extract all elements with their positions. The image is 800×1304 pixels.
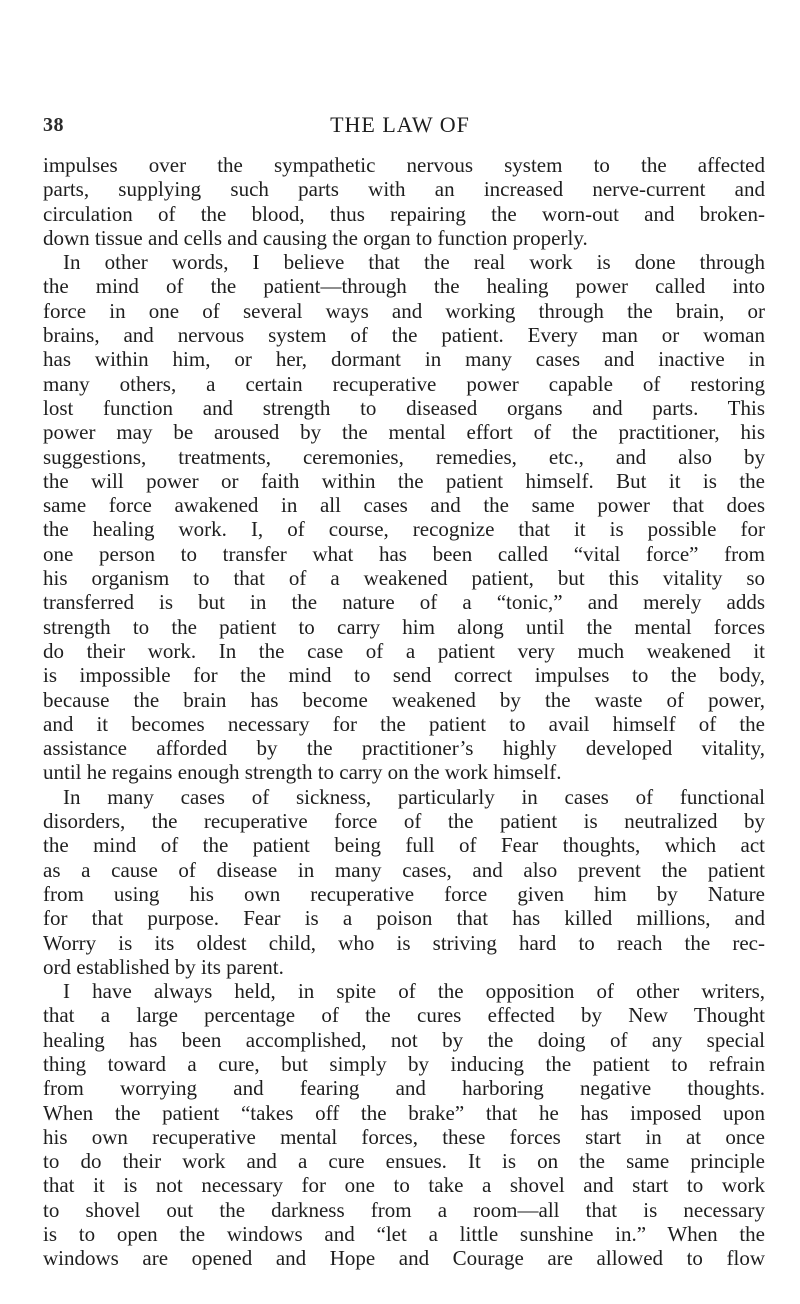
text-line: his own recuperative mental forces, these forces start in at once (43, 1124, 765, 1149)
text-line: the healing work. I, of course, recognize that it is possible for (43, 517, 765, 542)
text-line: impulses over the sympathetic nervous system to the affected (43, 153, 765, 177)
text-line: assistance afforded by the practitioner’s highly developed vitality, (43, 736, 765, 761)
text-line: his organism to that of a weakened patient, but this vitality so (43, 566, 765, 591)
text-line: thing toward a cure, but simply by inducing the patient to refrain (43, 1051, 765, 1076)
text-line: windows are opened and Hope and Courage are allowed to flow (43, 1246, 765, 1271)
text-line: power may be aroused by the mental effort of the practitioner, his (43, 420, 765, 445)
text-line: is impossible for the mind to send correct impulses to the body, (43, 663, 765, 688)
running-head: THE LAW OF (330, 112, 470, 137)
text-line: brains, and nervous system of the patient. Every man or woman (43, 323, 765, 348)
text-line: In other words, I believe that the real work is done through (63, 250, 765, 275)
text-line: In many cases of sickness, particularly in cases of functional (63, 784, 765, 809)
text-line: same force awakened in all cases and the same power that does (43, 493, 765, 518)
text-line: parts, supplying such parts with an increased nerve-current and (43, 177, 765, 202)
text-line: ord established by its parent. (43, 954, 284, 979)
text-line: the mind of the patient being full of Fear thoughts, which act (43, 833, 765, 858)
text-line: suggestions, treatments, ceremonies, remedies, etc., and also by (43, 444, 765, 469)
text-line: the will power or faith within the patient himself. But it is the (43, 468, 765, 493)
page-number: 38 (43, 114, 64, 136)
text-line: When the patient “takes off the brake” that he has imposed upon (43, 1100, 765, 1125)
text-line: and it becomes necessary for the patient to avail himself of the (43, 711, 765, 736)
text-line: Worry is its oldest child, who is striving hard to reach the rec- (43, 930, 765, 955)
text-line: has within him, or her, dormant in many cases and inactive in (43, 347, 765, 372)
text-line: that it is not necessary for one to take a shovel and start to work (43, 1173, 765, 1198)
text-line: the mind of the patient—through the healing power called into (43, 274, 765, 299)
text-line: as a cause of disease in many cases, and also prevent the patient (43, 857, 765, 882)
body-text (43, 153, 765, 1271)
text-line: disorders, the recuperative force of the patient is neutralized by (43, 809, 765, 834)
page-header (0, 108, 800, 142)
text-line: lost function and strength to diseased organs and parts. This (43, 395, 765, 420)
text-line: from using his own recuperative force given him by Nature (43, 881, 765, 906)
text-line: for that purpose. Fear is a poison that has killed millions, and (43, 906, 765, 931)
text-line: circulation of the blood, thus repairing the worn-out and broken- (43, 201, 765, 226)
text-line: to do their work and a cure ensues. It is on the same principle (43, 1149, 765, 1174)
text-line: until he regains enough strength to carry on the work himself. (43, 760, 562, 785)
text-line: force in one of several ways and working through the brain, or (43, 298, 765, 323)
text-line: to shovel out the darkness from a room—all that is necessary (43, 1197, 765, 1222)
text-line: from worrying and fearing and harboring negative thoughts. (43, 1076, 765, 1101)
text-line: do their work. In the case of a patient very much weakened it (43, 638, 765, 663)
text-line: one person to transfer what has been called “vital force” from (43, 541, 765, 566)
text-line: many others, a certain recuperative power capable of restoring (43, 371, 765, 396)
text-line: that a large percentage of the cures effected by New Thought (43, 1003, 765, 1028)
text-line: strength to the patient to carry him along until the mental forces (43, 614, 765, 639)
text-line: down tissue and cells and causing the organ to function properly. (43, 225, 588, 250)
text-line: transferred is but in the nature of a “tonic,” and merely adds (43, 590, 765, 615)
text-line: is to open the windows and “let a little sunshine in.” When the (43, 1222, 765, 1247)
text-line: because the brain has become weakened by the waste of power, (43, 687, 765, 712)
text-line: I have always held, in spite of the opposition of other writers, (63, 979, 765, 1004)
text-line: healing has been accomplished, not by the doing of any special (43, 1027, 765, 1052)
